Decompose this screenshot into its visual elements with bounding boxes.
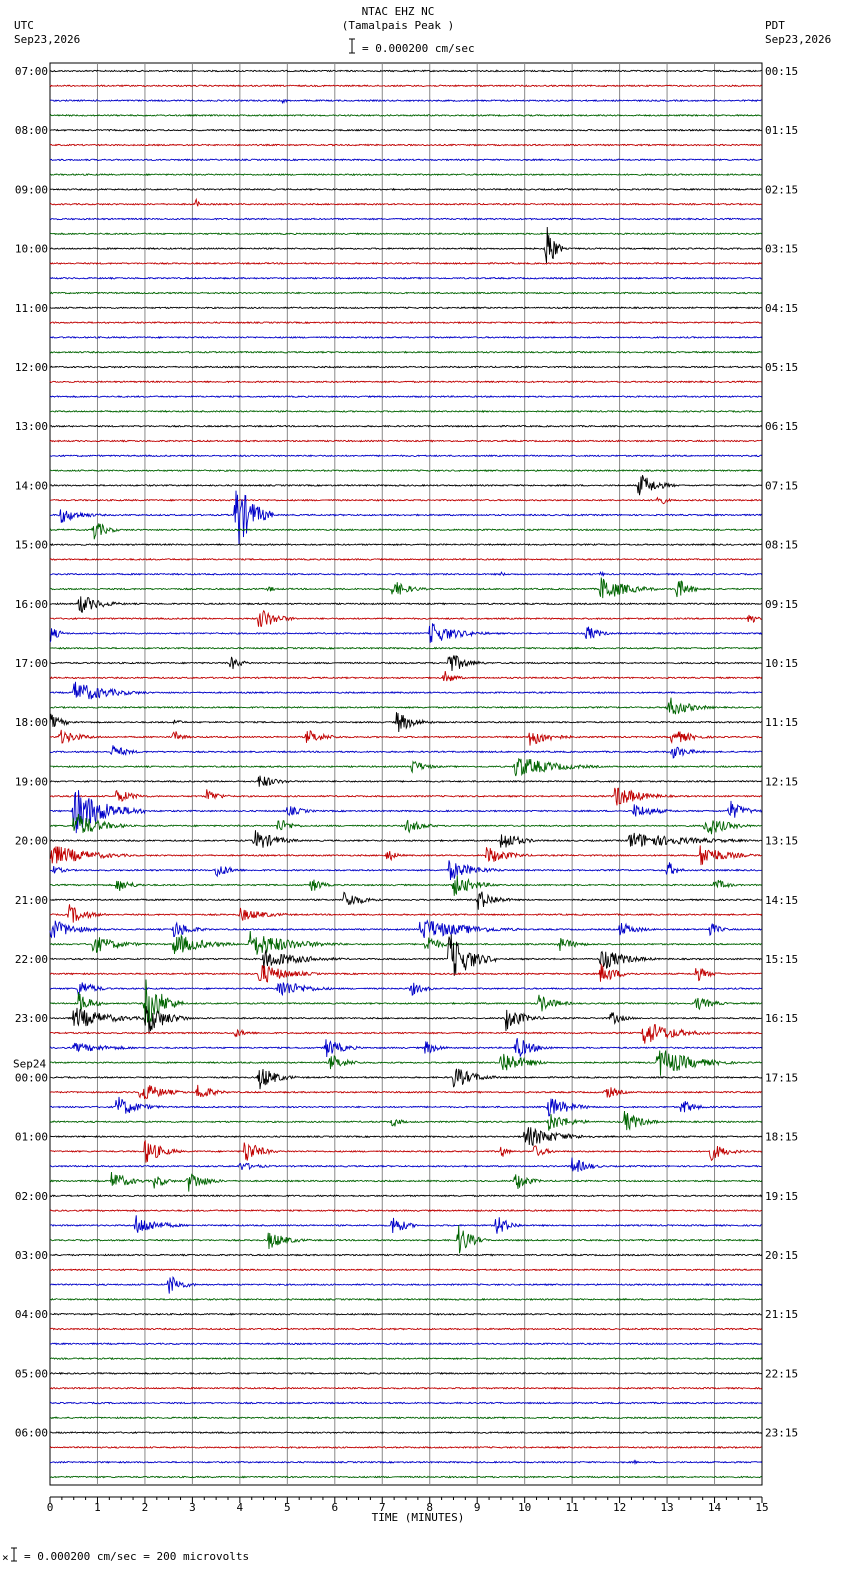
trace-33 bbox=[50, 559, 762, 560]
left-hour-label: 03:00 bbox=[14, 1249, 48, 1262]
trace-9 bbox=[50, 199, 762, 206]
right-timezone: PDT bbox=[765, 19, 785, 32]
right-hour-label: 20:15 bbox=[765, 1249, 799, 1262]
trace-69 bbox=[50, 1085, 762, 1099]
traces bbox=[50, 70, 762, 1477]
trace-49 bbox=[50, 788, 762, 805]
footer bbox=[2, 1548, 249, 1564]
trace-45 bbox=[50, 730, 762, 746]
trace-4 bbox=[50, 130, 762, 131]
trace-79 bbox=[50, 1225, 762, 1253]
x-tick-label: 9 bbox=[473, 1501, 481, 1514]
trace-95 bbox=[50, 1476, 762, 1477]
trace-18 bbox=[50, 337, 762, 338]
trace-52 bbox=[50, 830, 762, 847]
trace-77 bbox=[50, 1210, 762, 1211]
trace-42 bbox=[50, 682, 762, 699]
station-location: (Tamalpais Peak ) bbox=[341, 19, 455, 32]
right-hour-label: 14:15 bbox=[765, 893, 799, 907]
trace-0 bbox=[50, 70, 762, 71]
left-hour-label: 05:00 bbox=[14, 1367, 48, 1381]
trace-8 bbox=[50, 189, 762, 190]
trace-11 bbox=[50, 233, 762, 234]
right-hour-label: 17:15 bbox=[765, 1071, 799, 1085]
trace-10 bbox=[50, 218, 762, 219]
trace-54 bbox=[50, 860, 762, 880]
left-hour-label: 20:00 bbox=[14, 834, 48, 848]
left-hour-label: 16:00 bbox=[14, 597, 48, 611]
footer-scale-bar-icon bbox=[11, 1548, 17, 1561]
right-hour-label: 02:15 bbox=[765, 183, 799, 197]
right-hour-label: 05:15 bbox=[765, 361, 799, 374]
trace-92 bbox=[50, 1432, 762, 1433]
trace-30 bbox=[50, 491, 762, 544]
left-hour-label: 01:00 bbox=[14, 1130, 48, 1144]
left-hour-label: 08:00 bbox=[14, 124, 48, 138]
footer-scale-label: = 0.000200 cm/sec = 200 microvolts bbox=[24, 1550, 250, 1563]
trace-80 bbox=[50, 1254, 762, 1255]
trace-89 bbox=[50, 1388, 762, 1389]
trace-56 bbox=[50, 892, 762, 910]
trace-60 bbox=[50, 934, 762, 975]
trace-71 bbox=[50, 1111, 762, 1131]
x-tick-label: 7 bbox=[378, 1501, 386, 1514]
trace-64 bbox=[50, 1006, 762, 1032]
left-hour-labels bbox=[13, 65, 48, 1440]
trace-78 bbox=[50, 1215, 762, 1233]
right-hour-label: 15:15 bbox=[765, 953, 799, 966]
x-tick-label: 4 bbox=[236, 1501, 244, 1514]
trace-44 bbox=[50, 712, 762, 732]
trace-32 bbox=[50, 544, 762, 545]
trace-43 bbox=[50, 698, 762, 715]
trace-37 bbox=[50, 611, 762, 627]
x-tick-label: 5 bbox=[284, 1501, 291, 1514]
trace-26 bbox=[50, 455, 762, 456]
x-tick-label: 11 bbox=[565, 1501, 579, 1514]
left-hour-label: 09:00 bbox=[14, 183, 48, 197]
trace-1 bbox=[50, 85, 762, 86]
trace-47 bbox=[50, 759, 762, 776]
trace-39 bbox=[50, 648, 762, 649]
right-hour-label: 22:15 bbox=[765, 1367, 799, 1381]
trace-3 bbox=[50, 115, 762, 116]
x-tick-label: 1 bbox=[94, 1501, 101, 1514]
header bbox=[14, 5, 831, 55]
left-hour-label: 18:00 bbox=[14, 716, 48, 730]
trace-67 bbox=[50, 1050, 762, 1075]
scale-label: = 0.000200 cm/sec bbox=[362, 42, 475, 55]
trace-2 bbox=[50, 100, 762, 103]
trace-76 bbox=[50, 1195, 762, 1196]
footer-marker: × bbox=[2, 1551, 9, 1564]
trace-46 bbox=[50, 745, 762, 758]
right-hour-label: 19:15 bbox=[765, 1189, 799, 1203]
right-date: Sep23,2026 bbox=[765, 33, 832, 46]
left-hour-label: 04:00 bbox=[14, 1308, 48, 1322]
grid bbox=[50, 63, 762, 1485]
trace-82 bbox=[50, 1277, 762, 1293]
right-hour-label: 13:15 bbox=[765, 834, 799, 848]
trace-86 bbox=[50, 1343, 762, 1344]
left-hour-label: 19:00 bbox=[14, 775, 48, 789]
trace-68 bbox=[50, 1069, 762, 1089]
trace-20 bbox=[50, 366, 762, 367]
x-tick-label: 3 bbox=[189, 1501, 196, 1514]
trace-75 bbox=[50, 1172, 762, 1192]
trace-24 bbox=[50, 426, 762, 427]
trace-85 bbox=[50, 1328, 762, 1329]
trace-84 bbox=[50, 1314, 762, 1315]
trace-93 bbox=[50, 1447, 762, 1448]
right-hour-label: 08:15 bbox=[765, 538, 799, 552]
date-change-label: Sep24 bbox=[13, 1057, 47, 1071]
trace-17 bbox=[50, 322, 762, 323]
trace-73 bbox=[50, 1141, 762, 1162]
station-title: NTAC EHZ NC bbox=[361, 5, 435, 18]
right-hour-label: 06:15 bbox=[765, 420, 799, 434]
right-hour-label: 00:15 bbox=[765, 65, 799, 78]
trace-87 bbox=[50, 1358, 762, 1359]
trace-40 bbox=[50, 656, 762, 671]
trace-88 bbox=[50, 1373, 762, 1374]
x-tick-label: 6 bbox=[331, 1501, 339, 1514]
trace-28 bbox=[50, 475, 762, 495]
trace-83 bbox=[50, 1299, 762, 1300]
right-hour-label: 03:15 bbox=[765, 242, 799, 256]
trace-66 bbox=[50, 1038, 762, 1057]
right-hour-label: 01:15 bbox=[765, 124, 799, 138]
trace-91 bbox=[50, 1417, 762, 1418]
trace-58 bbox=[50, 921, 762, 938]
right-hour-label: 18:15 bbox=[765, 1130, 799, 1144]
left-hour-label: 00:00 bbox=[14, 1071, 48, 1085]
left-hour-label: 07:00 bbox=[14, 65, 48, 78]
left-date: Sep23,2026 bbox=[14, 33, 81, 46]
left-hour-label: 02:00 bbox=[14, 1189, 48, 1203]
x-tick-label: 13 bbox=[660, 1501, 674, 1514]
trace-59 bbox=[50, 931, 762, 955]
trace-21 bbox=[50, 381, 762, 382]
right-hour-label: 04:15 bbox=[765, 301, 799, 315]
right-hour-label: 23:15 bbox=[765, 1426, 799, 1440]
left-hour-label: 22:00 bbox=[14, 953, 48, 966]
trace-14 bbox=[50, 278, 762, 279]
trace-74 bbox=[50, 1158, 762, 1172]
left-hour-label: 15:00 bbox=[14, 538, 48, 552]
x-tick-label: 14 bbox=[707, 1501, 722, 1514]
right-hour-label: 21:15 bbox=[765, 1308, 799, 1322]
scale-bar-icon bbox=[349, 39, 355, 53]
trace-55 bbox=[50, 875, 762, 896]
left-hour-label: 06:00 bbox=[14, 1426, 48, 1440]
trace-29 bbox=[50, 498, 762, 504]
left-hour-label: 14:00 bbox=[14, 479, 48, 493]
trace-65 bbox=[50, 1025, 762, 1044]
x-tick-label: 15 bbox=[755, 1501, 769, 1514]
x-tick-label: 2 bbox=[141, 1501, 149, 1514]
trace-48 bbox=[50, 776, 762, 787]
x-tick-label: 0 bbox=[46, 1501, 54, 1514]
trace-12 bbox=[50, 227, 762, 263]
trace-23 bbox=[50, 411, 762, 412]
left-hour-label: 21:00 bbox=[14, 893, 48, 907]
trace-38 bbox=[50, 623, 762, 642]
left-hour-label: 10:00 bbox=[14, 242, 48, 256]
x-axis-label: TIME (MINUTES) bbox=[371, 1511, 465, 1524]
right-hour-labels bbox=[765, 65, 798, 1440]
trace-72 bbox=[50, 1127, 762, 1145]
right-hour-label: 09:15 bbox=[765, 597, 799, 611]
trace-27 bbox=[50, 470, 762, 471]
trace-41 bbox=[50, 671, 762, 681]
left-hour-label: 11:00 bbox=[14, 301, 48, 315]
trace-36 bbox=[50, 596, 762, 612]
x-tick-label: 8 bbox=[426, 1501, 434, 1514]
trace-61 bbox=[50, 964, 762, 982]
right-hour-label: 10:15 bbox=[765, 657, 799, 670]
left-timezone: UTC bbox=[14, 19, 34, 32]
left-hour-label: 13:00 bbox=[14, 420, 48, 434]
trace-51 bbox=[50, 814, 762, 834]
left-hour-label: 12:00 bbox=[14, 361, 48, 374]
left-hour-label: 23:00 bbox=[14, 1012, 48, 1026]
trace-57 bbox=[50, 904, 762, 922]
trace-70 bbox=[50, 1097, 762, 1116]
trace-34 bbox=[50, 572, 762, 575]
trace-94 bbox=[50, 1461, 762, 1464]
right-hour-label: 11:15 bbox=[765, 716, 799, 730]
trace-62 bbox=[50, 982, 762, 995]
trace-13 bbox=[50, 263, 762, 264]
right-hour-label: 16:15 bbox=[765, 1012, 799, 1026]
trace-31 bbox=[50, 523, 762, 539]
plot-frame bbox=[50, 63, 762, 1485]
trace-15 bbox=[50, 292, 762, 293]
trace-7 bbox=[50, 174, 762, 175]
trace-81 bbox=[50, 1269, 762, 1270]
x-tick-label: 12 bbox=[612, 1501, 627, 1514]
trace-6 bbox=[50, 159, 762, 160]
trace-5 bbox=[50, 144, 762, 145]
trace-90 bbox=[50, 1402, 762, 1403]
trace-22 bbox=[50, 396, 762, 397]
trace-19 bbox=[50, 352, 762, 353]
left-hour-label: 17:00 bbox=[14, 657, 48, 670]
right-hour-label: 12:15 bbox=[765, 775, 799, 789]
trace-25 bbox=[50, 440, 762, 441]
trace-53 bbox=[50, 845, 762, 865]
trace-16 bbox=[50, 307, 762, 308]
trace-35 bbox=[50, 578, 762, 599]
right-hour-label: 07:15 bbox=[765, 479, 799, 493]
x-tick-label: 10 bbox=[518, 1501, 532, 1514]
